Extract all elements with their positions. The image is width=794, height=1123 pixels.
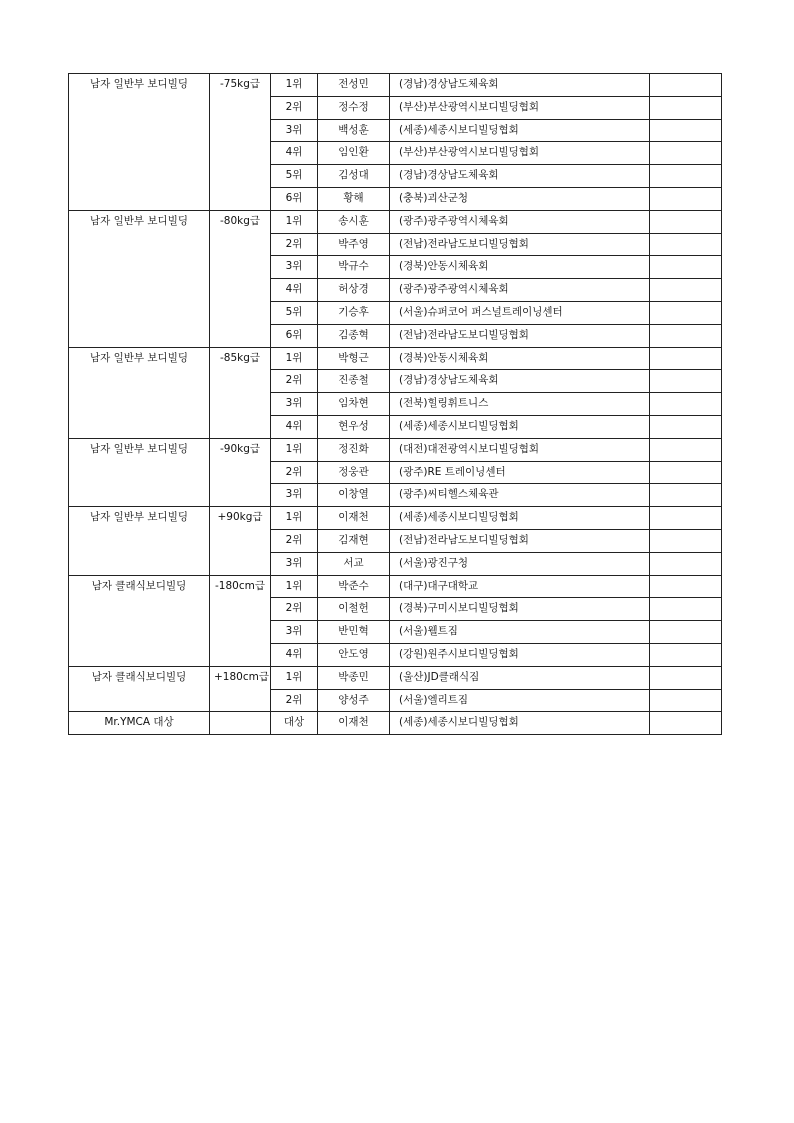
athlete-name-cell: 진종철 — [318, 370, 390, 393]
rank-cell: 6위 — [271, 187, 318, 210]
rank-cell: 1위 — [271, 666, 318, 689]
rank-cell: 4위 — [271, 279, 318, 302]
remarks-cell — [650, 119, 722, 142]
athlete-name-cell: 김재현 — [318, 529, 390, 552]
division-cell: Mr.YMCA 대상 — [69, 712, 210, 735]
athlete-name-cell: 기승후 — [318, 301, 390, 324]
rank-cell: 1위 — [271, 507, 318, 530]
remarks-cell — [650, 438, 722, 461]
rank-cell: 대상 — [271, 712, 318, 735]
table-row — [69, 438, 722, 461]
affiliation-cell: (경남)경상남도체육회 — [390, 165, 650, 188]
athlete-name-cell: 정수정 — [318, 96, 390, 119]
remarks-cell — [650, 666, 722, 689]
affiliation-cell: (경북)안동시체육회 — [390, 347, 650, 370]
remarks-cell — [650, 552, 722, 575]
weight-class-cell — [210, 712, 271, 735]
weight-class-cell: -180cm급 — [210, 575, 271, 666]
affiliation-cell: (세종)세종시보디빌딩협회 — [390, 415, 650, 438]
rank-cell: 2위 — [271, 529, 318, 552]
athlete-name-cell: 허상경 — [318, 279, 390, 302]
rank-cell: 5위 — [271, 301, 318, 324]
rank-cell: 2위 — [271, 233, 318, 256]
rank-cell: 2위 — [271, 689, 318, 712]
rank-cell: 3위 — [271, 552, 318, 575]
rank-cell: 2위 — [271, 370, 318, 393]
remarks-cell — [650, 324, 722, 347]
table-row — [69, 210, 722, 233]
athlete-name-cell: 박형근 — [318, 347, 390, 370]
athlete-name-cell: 김성대 — [318, 165, 390, 188]
athlete-name-cell: 정웅관 — [318, 461, 390, 484]
division-cell: 남자 일반부 보디빌딩 — [69, 210, 210, 347]
table-row — [69, 347, 722, 370]
remarks-cell — [650, 74, 722, 97]
athlete-name-cell: 박규수 — [318, 256, 390, 279]
rank-cell: 1위 — [271, 575, 318, 598]
remarks-cell — [650, 507, 722, 530]
division-cell: 남자 클래식보디빌딩 — [69, 666, 210, 712]
weight-class-cell: +180cm급 — [210, 666, 271, 712]
affiliation-cell: (전남)전라남도보디빌딩협회 — [390, 529, 650, 552]
athlete-name-cell: 정진화 — [318, 438, 390, 461]
rank-cell: 4위 — [271, 142, 318, 165]
results-table-body — [69, 74, 722, 735]
athlete-name-cell: 서교 — [318, 552, 390, 575]
remarks-cell — [650, 279, 722, 302]
affiliation-cell: (경북)구미시보디빌딩협회 — [390, 598, 650, 621]
athlete-name-cell: 임인환 — [318, 142, 390, 165]
weight-class-cell: +90kg급 — [210, 507, 271, 575]
weight-class-cell: -75kg급 — [210, 74, 271, 211]
remarks-cell — [650, 233, 722, 256]
affiliation-cell: (강원)원주시보디빌딩협회 — [390, 643, 650, 666]
affiliation-cell: (광주)광주광역시체육회 — [390, 210, 650, 233]
remarks-cell — [650, 370, 722, 393]
affiliation-cell: (전북)힐링휘트니스 — [390, 393, 650, 416]
remarks-cell — [650, 165, 722, 188]
athlete-name-cell: 이창열 — [318, 484, 390, 507]
remarks-cell — [650, 256, 722, 279]
rank-cell: 4위 — [271, 643, 318, 666]
rank-cell: 1위 — [271, 347, 318, 370]
affiliation-cell: (광주)광주광역시체육회 — [390, 279, 650, 302]
table-row — [69, 712, 722, 735]
athlete-name-cell: 박주영 — [318, 233, 390, 256]
remarks-cell — [650, 347, 722, 370]
rank-cell: 5위 — [271, 165, 318, 188]
athlete-name-cell: 백성훈 — [318, 119, 390, 142]
division-cell: 남자 일반부 보디빌딩 — [69, 438, 210, 506]
rank-cell: 2위 — [271, 96, 318, 119]
rank-cell: 3위 — [271, 621, 318, 644]
affiliation-cell: (부산)부산광역시보디빌딩협회 — [390, 96, 650, 119]
remarks-cell — [650, 210, 722, 233]
athlete-name-cell: 박준수 — [318, 575, 390, 598]
division-cell: 남자 일반부 보디빌딩 — [69, 74, 210, 211]
affiliation-cell: (서울)광진구청 — [390, 552, 650, 575]
athlete-name-cell: 현우성 — [318, 415, 390, 438]
affiliation-cell: (세종)세종시보디빌딩협회 — [390, 712, 650, 735]
affiliation-cell: (서울)슈퍼코어 퍼스널트레이닝센터 — [390, 301, 650, 324]
athlete-name-cell: 김종혁 — [318, 324, 390, 347]
athlete-name-cell: 전성민 — [318, 74, 390, 97]
affiliation-cell: (광주)RE 트레이닝센터 — [390, 461, 650, 484]
athlete-name-cell: 임차현 — [318, 393, 390, 416]
remarks-cell — [650, 461, 722, 484]
remarks-cell — [650, 598, 722, 621]
affiliation-cell: (울산)JD클래식짐 — [390, 666, 650, 689]
athlete-name-cell: 양성주 — [318, 689, 390, 712]
rank-cell: 3위 — [271, 119, 318, 142]
table-row — [69, 507, 722, 530]
athlete-name-cell: 송시훈 — [318, 210, 390, 233]
affiliation-cell: (세종)세종시보디빌딩협회 — [390, 507, 650, 530]
affiliation-cell: (서울)웰트짐 — [390, 621, 650, 644]
affiliation-cell: (전남)전라남도보디빌딩협회 — [390, 324, 650, 347]
athlete-name-cell: 이재천 — [318, 712, 390, 735]
results-table — [68, 73, 722, 735]
athlete-name-cell: 황해 — [318, 187, 390, 210]
athlete-name-cell: 이철헌 — [318, 598, 390, 621]
affiliation-cell: (전남)전라남도보디빌딩협회 — [390, 233, 650, 256]
division-cell: 남자 클래식보디빌딩 — [69, 575, 210, 666]
weight-class-cell: -80kg급 — [210, 210, 271, 347]
affiliation-cell: (부산)부산광역시보디빌딩협회 — [390, 142, 650, 165]
rank-cell: 1위 — [271, 438, 318, 461]
athlete-name-cell: 안도영 — [318, 643, 390, 666]
affiliation-cell: (경북)안동시체육회 — [390, 256, 650, 279]
remarks-cell — [650, 529, 722, 552]
rank-cell: 3위 — [271, 256, 318, 279]
athlete-name-cell: 이재천 — [318, 507, 390, 530]
remarks-cell — [650, 712, 722, 735]
remarks-cell — [650, 575, 722, 598]
table-row — [69, 575, 722, 598]
rank-cell: 1위 — [271, 74, 318, 97]
remarks-cell — [650, 142, 722, 165]
affiliation-cell: (세종)세종시보디빌딩협회 — [390, 119, 650, 142]
remarks-cell — [650, 415, 722, 438]
remarks-cell — [650, 484, 722, 507]
rank-cell: 2위 — [271, 598, 318, 621]
table-row — [69, 666, 722, 689]
athlete-name-cell: 박종민 — [318, 666, 390, 689]
rank-cell: 2위 — [271, 461, 318, 484]
affiliation-cell: (광주)씨티헬스체육관 — [390, 484, 650, 507]
affiliation-cell: (경남)경상남도체육회 — [390, 74, 650, 97]
remarks-cell — [650, 393, 722, 416]
rank-cell: 3위 — [271, 484, 318, 507]
remarks-cell — [650, 621, 722, 644]
weight-class-cell: -85kg급 — [210, 347, 271, 438]
table-row — [69, 74, 722, 97]
athlete-name-cell: 반민혁 — [318, 621, 390, 644]
division-cell: 남자 일반부 보디빌딩 — [69, 507, 210, 575]
affiliation-cell: (경남)경상남도체육회 — [390, 370, 650, 393]
rank-cell: 6위 — [271, 324, 318, 347]
remarks-cell — [650, 187, 722, 210]
affiliation-cell: (서울)엘리트짐 — [390, 689, 650, 712]
rank-cell: 3위 — [271, 393, 318, 416]
remarks-cell — [650, 643, 722, 666]
affiliation-cell: (충북)괴산군청 — [390, 187, 650, 210]
remarks-cell — [650, 689, 722, 712]
affiliation-cell: (대구)대구대학교 — [390, 575, 650, 598]
rank-cell: 4위 — [271, 415, 318, 438]
rank-cell: 1위 — [271, 210, 318, 233]
weight-class-cell: -90kg급 — [210, 438, 271, 506]
remarks-cell — [650, 96, 722, 119]
remarks-cell — [650, 301, 722, 324]
affiliation-cell: (대전)대전광역시보디빌딩협회 — [390, 438, 650, 461]
division-cell: 남자 일반부 보디빌딩 — [69, 347, 210, 438]
